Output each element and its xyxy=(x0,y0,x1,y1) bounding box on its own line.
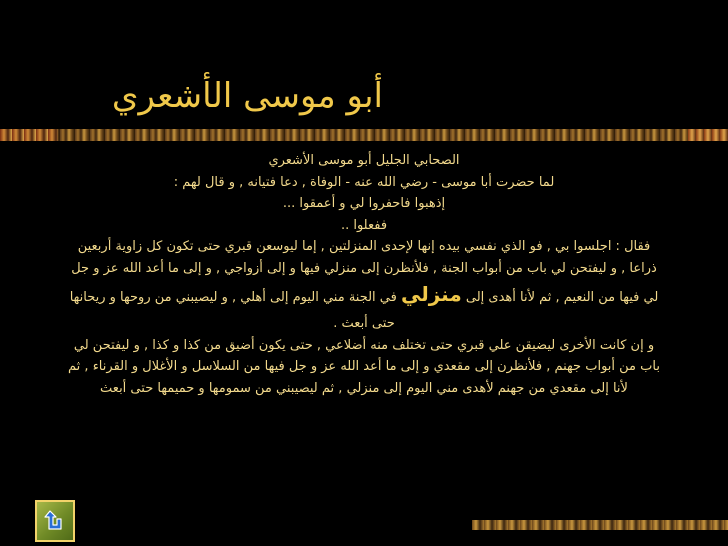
text-line: باب من أبواب جهنم , فلأنظرن إلى مقعدي و إلى ما أعد الله عز و جل فيها من السلاسل و الأغلال و القرناء , ثم xyxy=(68,359,660,374)
decorative-band-bottom xyxy=(472,520,728,530)
return-button[interactable] xyxy=(35,500,75,542)
text-line: ففعلوا .. xyxy=(340,217,388,233)
text-line: الصحابي الجليل أبو موسى الأشعري xyxy=(268,153,460,168)
text-line: إذهبوا فاحفروا لي و أعمقوا ... xyxy=(282,196,446,211)
text-segment: لي فيها من النعيم , ثم لأنا أهدى إلى xyxy=(465,290,659,305)
page-title: أبو موسى الأشعري xyxy=(111,76,383,116)
text-segment: في الجنة مني اليوم إلى أهلي , و ليصيبني من روحها و ريحانها xyxy=(69,290,397,305)
story-text xyxy=(4,150,724,399)
decorative-band-right-segment xyxy=(688,129,728,141)
text-line: فقال : اجلسوا بي , فو الذي نفسي بيده إنها لإحدى المنزلتين , إما ليوسعن قبري حتى تكون كل زاوية أربعين xyxy=(77,239,651,254)
text-line: لما حضرت أبا موسى - رضي الله عنه - الوفاة , دعا فتيانه , و قال لهم : xyxy=(173,174,555,190)
text-line: و إن كانت الأخرى ليضيقن علي قبري حتى تختلف منه أضلاعي , حتى يكون أضيق من كذا و كذا , و ليفتحن لي xyxy=(73,337,655,353)
text-line-with-emphasis xyxy=(4,279,724,313)
decorative-band-top xyxy=(0,129,728,141)
return-arrow-icon xyxy=(43,509,67,533)
decorative-band-left-segment xyxy=(0,129,58,141)
text-line: حتى أبعث . xyxy=(333,316,395,331)
text-line: لأنا إلى مقعدي من جهنم لأهدى مني اليوم إلى منزلي , ثم ليصيبني من سمومها و حميمها حتى أبعث xyxy=(100,380,628,396)
text-line: ذراعا , و ليفتحن لي باب من أبواب الجنة , فلأنظرن إلى منزلي فيها و إلى أزواجي , و إلى ما أعد الله عز و جل xyxy=(71,260,657,276)
emphasized-word: منزلي xyxy=(401,282,462,306)
